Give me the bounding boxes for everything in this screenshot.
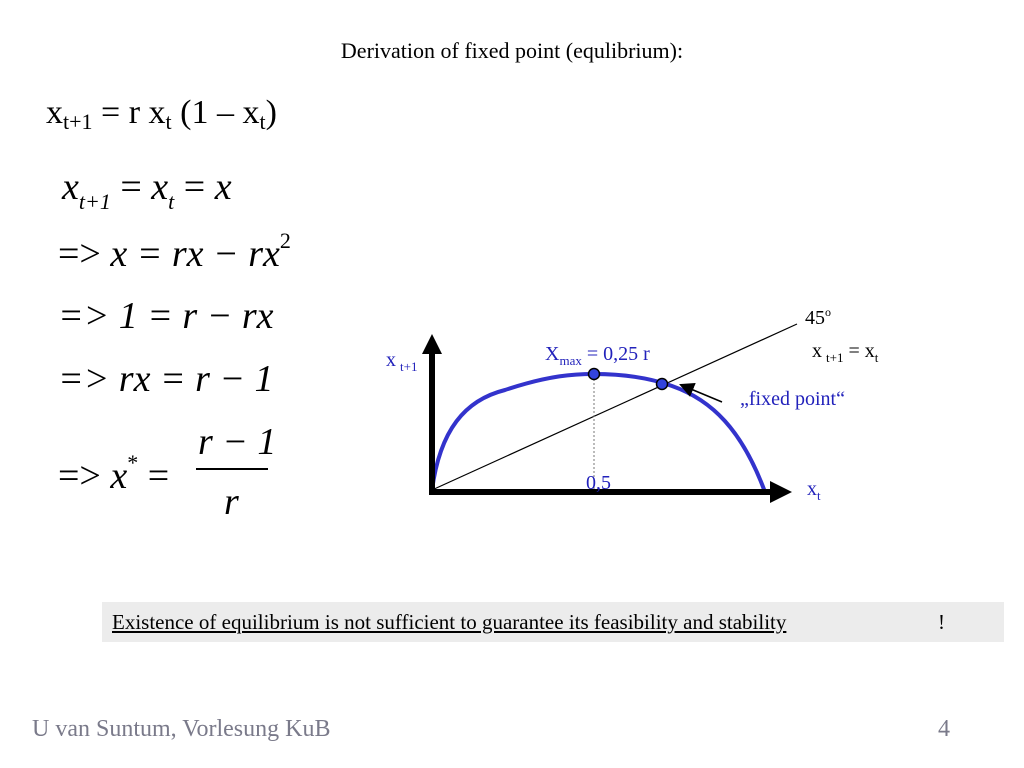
y-axis-label: x $_{t+1}$ xyxy=(386,349,418,374)
conclusion-exclamation: ! xyxy=(938,610,945,634)
derivation-step-1: => x = rx − $rx^2$ xyxy=(58,228,291,275)
y-axis-arrow-icon xyxy=(422,334,442,354)
derivation-step-3: => rx = r − 1 xyxy=(58,358,274,400)
footer-author: U van Suntum, Vorlesung KuB xyxy=(32,716,331,742)
conclusion-text: Existence of equilibrium is not sufficient to guarantee its feasibility and stability xyxy=(112,610,787,634)
fixed-point-label: „fixed point“ xyxy=(740,388,845,410)
fixed-point xyxy=(657,379,668,390)
slide-title: Derivation of fixed point (equlibrium): xyxy=(340,38,684,63)
logistic-equation: $x_{t+1} = r$ $x_t$ $(1 - x_t)$ xyxy=(46,94,277,134)
x-axis-arrow-icon xyxy=(770,481,792,503)
xmax-label: $X_{max} = 0,25$ r xyxy=(545,343,650,368)
half-label: 0,5 xyxy=(586,472,611,494)
derivation-step-4: => x* = xyxy=(58,450,170,497)
x-axis-label: $x_t$ xyxy=(807,478,821,503)
fixed-point-condition: $x_{t+1} = x_t = x$ xyxy=(62,166,232,214)
angle-label: 45$^o$ xyxy=(805,305,831,329)
page-number: 4 xyxy=(938,716,950,742)
fraction-denominator: r xyxy=(224,481,239,523)
conclusion-note xyxy=(102,602,1004,642)
max-point xyxy=(589,369,600,380)
diagonal-label: x $_{t+1} = x_t$ xyxy=(812,340,879,365)
derivation-step-2: => 1 = r − rx xyxy=(58,295,274,337)
fraction-numerator: r − 1 xyxy=(198,421,277,463)
